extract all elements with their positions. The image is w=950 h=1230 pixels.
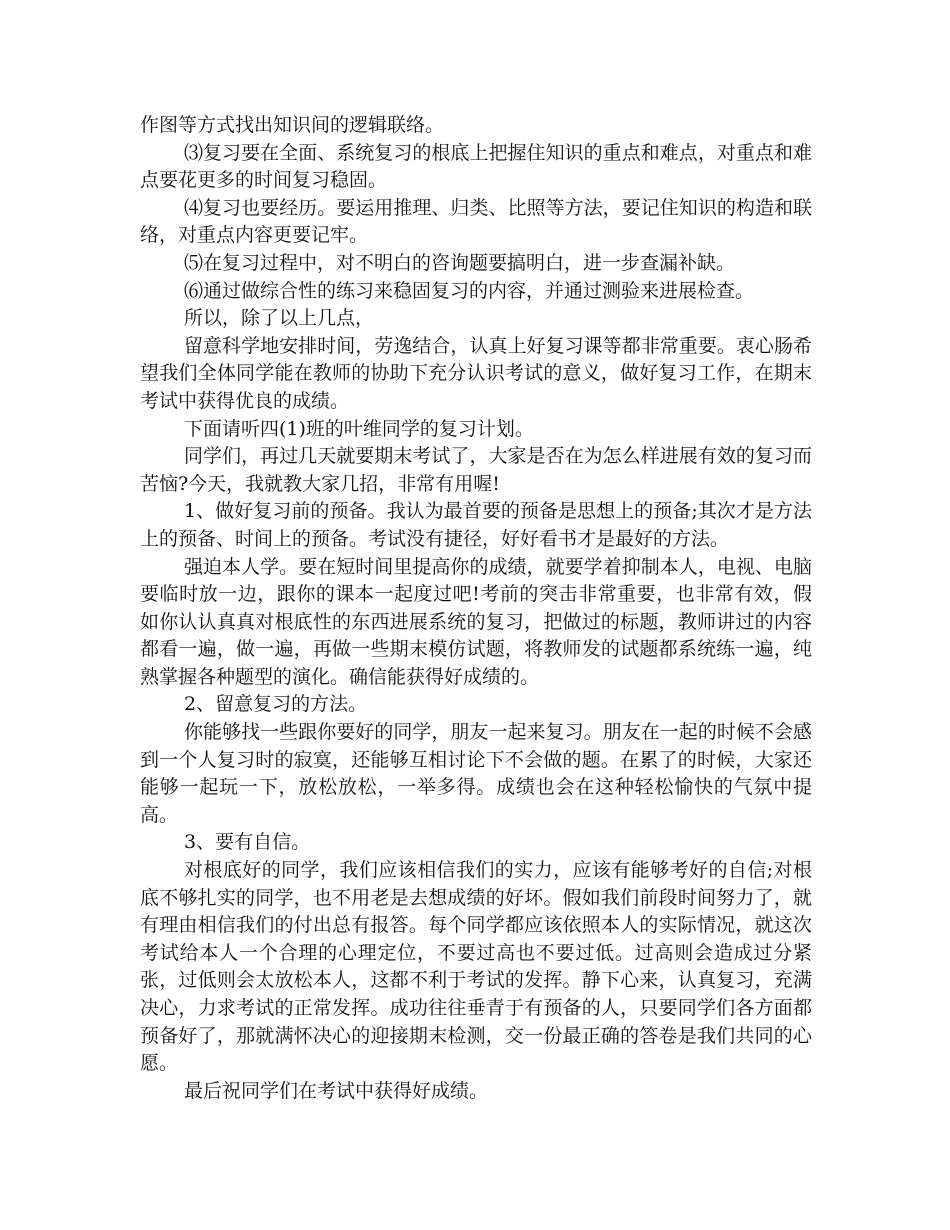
paragraph-12: 2、留意复习的方法。 [184,693,368,716]
paragraph-5: ⑹通过做综合性的练习来稳固复习的内容，并通过测验来进展检查。 [184,279,755,302]
paragraph-2: ⑶复习要在全面、系统复习的根底上把握住知识的重点和难点，对重点和难点要花更多的时间复习稳固。 [140,141,812,192]
document-body [140,112,812,1105]
paragraph-16: 最后祝同学们在考试中获得好成绩。 [184,1079,489,1102]
paragraph-3: ⑷复习也要经历。要运用推理、归类、比照等方法，要记住知识的构造和联络，对重点内容更要记牢。 [140,196,812,247]
paragraph-11: 强迫本人学。要在短时间里提高你的成绩，就要学着抑制本人，电视、电脑要临时放一边，跟你的课本一起度过吧!考前的突击非常重要，也非常有效，假如你认认真真对根底性的东西进展系统的复习，把做过的标题，教师讲过的内容都看一遍，做一遍，再做一些期末模仿试题，将教师发的试题都系统练一遍，纯熟掌握各种题型的演化。确信能获得好成绩的。 [140,555,812,688]
paragraph-6: 所以，除了以上几点， [184,307,375,330]
paragraph-14: 3、要有自信。 [184,831,311,854]
paragraph-9: 同学们，再过几天就要期末考试了，大家是否在为怎么样进展有效的复习而苦恼?今天，我就教大家几招，非常有用喔! [140,445,812,495]
paragraph-7: 留意科学地安排时间，劳逸结合，认真上好复习课等都非常重要。衷心肠希望我们全体同学能在教师的协助下充分认识考试的意义，做好复习工作，在期末考试中获得优良的成绩。 [140,334,812,412]
paragraph-1: 作图等方式找出知识间的逻辑联络。 [140,114,445,136]
paragraph-10: 1、做好复习前的预备。我认为最首要的预备是思想上的预备;其次才是方法上的预备、时间上的预备。考试没有捷径，好好看书才是最好的方法。 [140,500,812,550]
paragraph-13: 你能够找一些跟你要好的同学，朋友一起来复习。朋友在一起的时候不会感到一个人复习时的寂寞，还能够互相讨论下不会做的题。在累了的时候，大家还能够一起玩一下，放松放松，一举多得。成绩也会在这种轻松愉快的气氛中提高。 [140,721,812,826]
paragraph-8: 下面请听四(1)班的叶维同学的复习计划。 [184,417,534,440]
paragraph-15: 对根底好的同学，我们应该相信我们的实力，应该有能够考好的自信;对根底不够扎实的同学，也不用老是去想成绩的好坏。假如我们前段时间努力了，就有理由相信我们的付出总有报答。每个同学都应该依照本人的实际情况，就这次考试给本人一个合理的心理定位，不要过高也不要过低。过高则会造成过分紧张，过低则会太放松本人，这都不利于考试的发挥。静下心来，认真复习，充满决心，力求考试的正常发挥。成功往往垂青于有预备的人，只要同学们各方面都预备好了，那就满怀决心的迎接期末检测，交一份最正确的答卷是我们共同的心愿。 [140,859,812,1075]
paragraph-4: ⑸在复习过程中，对不明白的咨询题要搞明白，进一步查漏补缺。 [184,251,736,274]
